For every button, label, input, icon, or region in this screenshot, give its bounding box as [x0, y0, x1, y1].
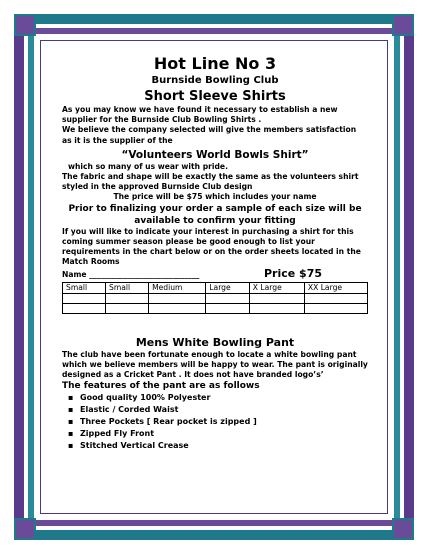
table-cell[interactable]	[249, 293, 304, 303]
list-item: ▪ Stitched Vertical Crease	[80, 440, 368, 452]
list-item: ▪ Zipped Fly Front	[80, 428, 368, 440]
name-price-row	[62, 269, 368, 280]
header-cell: Large	[206, 282, 249, 293]
corner-ornament-bottom-left	[14, 518, 36, 540]
table-cell[interactable]	[304, 303, 367, 313]
header-cell: XX Large	[304, 282, 367, 293]
table-row	[63, 293, 368, 303]
price-line: The price will be $75 which includes your name	[113, 192, 317, 202]
name-field-label: Name _____________________________	[62, 270, 200, 280]
price-label: Price $75	[263, 267, 322, 281]
table-cell[interactable]	[149, 293, 206, 303]
table-cell[interactable]	[63, 293, 106, 303]
section-title-pants: Mens White Bowling Pant	[135, 335, 295, 349]
table-cell[interactable]	[206, 293, 249, 303]
table-cell[interactable]	[106, 293, 149, 303]
table-cell[interactable]	[304, 293, 367, 303]
page-title: Hot Line No 3	[153, 54, 277, 73]
list-item: ▪ Elastic / Corded Waist	[80, 404, 368, 416]
list-item: ▪ Three Pockets [ Rear pocket is zipped ]	[80, 416, 368, 428]
table-cell[interactable]	[106, 303, 149, 313]
header-cell: X Large	[249, 282, 304, 293]
corner-ornament-top-right	[392, 14, 414, 36]
header-cell: Medium	[149, 282, 206, 293]
sample-line: Prior to finalizing your order a sample of each size will be available to confirm your fitting	[68, 203, 362, 226]
paragraph-supplier: As you may know we have found it necessary to establish a new supplier for the Burnside Club Bowling Shirts .	[62, 105, 338, 125]
features-title: The features of the pant are as follows	[62, 381, 260, 392]
section-title-shirts: Short Sleeve Shirts	[144, 89, 286, 104]
paragraph-pant: The club have been fortunate enough to locate a white bowling pant which we believe members will be happy to wear. The pant is originally designed as a Cricket Pant . It does not have branded logo’s’	[62, 349, 368, 380]
table-cell[interactable]	[63, 303, 106, 313]
header-cell: Small	[106, 282, 149, 293]
club-name: Burnside Bowling Club	[151, 75, 279, 86]
table-cell[interactable]	[206, 303, 249, 313]
paragraph-pride: which so many of us wear with pride.	[68, 161, 228, 171]
paragraph-interest: If you will like to indicate your interest in purchasing a shirt for this coming summer season please be good enough to list your requirements in the chart below or on the order sheets located in the Match Rooms	[62, 226, 361, 267]
document-body	[62, 52, 368, 452]
table-header-row	[63, 282, 368, 293]
paragraph-fabric: The fabric and shape will be exactly the same as the volunteers shirt styled in the approved Burnside Club design	[62, 172, 359, 192]
paragraph-company: We believe the company selected will give the members satisfaction as it is the supplier of the	[62, 125, 357, 145]
corner-ornament-bottom-right	[392, 518, 414, 540]
header-cell: Small	[63, 282, 106, 293]
features-list	[62, 392, 368, 452]
table-cell[interactable]	[249, 303, 304, 313]
list-item: ▪ Good quality 100% Polyester	[80, 392, 368, 404]
shirt-name: “Volunteers World Bowls Shirt”	[121, 148, 309, 161]
corner-ornament-top-left	[14, 14, 36, 36]
size-order-table	[62, 282, 368, 314]
table-cell[interactable]	[149, 303, 206, 313]
table-row	[63, 303, 368, 313]
